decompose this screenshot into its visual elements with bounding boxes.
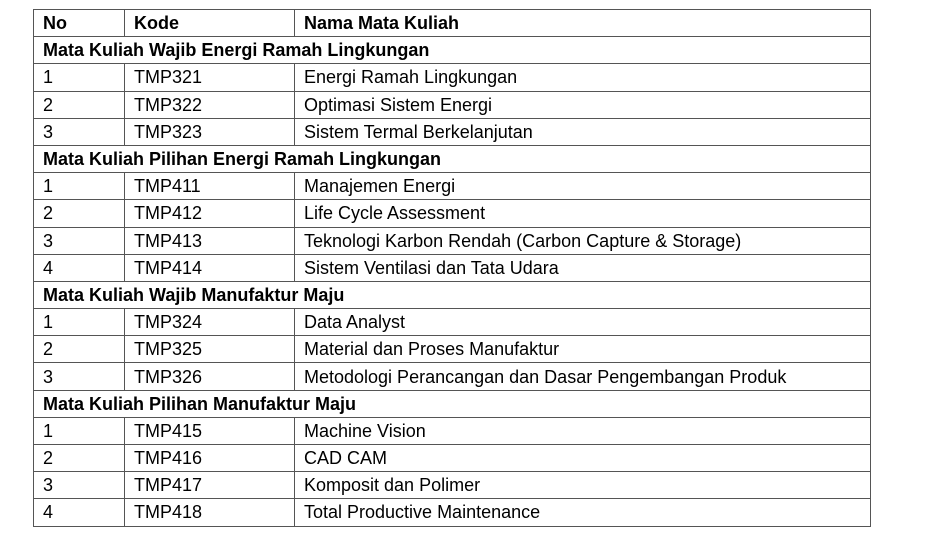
cell-kode: TMP412 bbox=[125, 200, 295, 227]
table-row bbox=[34, 227, 871, 254]
cell-no: 1 bbox=[34, 417, 125, 444]
table-row bbox=[34, 309, 871, 336]
cell-kode: TMP322 bbox=[125, 91, 295, 118]
cell-no: 1 bbox=[34, 309, 125, 336]
cell-nama: Teknologi Karbon Rendah (Carbon Capture & Storage) bbox=[295, 227, 871, 254]
cell-nama: Sistem Termal Berkelanjutan bbox=[295, 118, 871, 145]
table-row bbox=[34, 200, 871, 227]
table-row bbox=[34, 363, 871, 390]
cell-no: 1 bbox=[34, 173, 125, 200]
group-title: Mata Kuliah Pilihan Manufaktur Maju bbox=[34, 390, 871, 417]
cell-no: 3 bbox=[34, 227, 125, 254]
cell-no: 2 bbox=[34, 445, 125, 472]
cell-nama: Sistem Ventilasi dan Tata Udara bbox=[295, 254, 871, 281]
cell-kode: TMP411 bbox=[125, 173, 295, 200]
cell-nama: Energi Ramah Lingkungan bbox=[295, 64, 871, 91]
cell-nama: Optimasi Sistem Energi bbox=[295, 91, 871, 118]
cell-kode: TMP324 bbox=[125, 309, 295, 336]
table-row bbox=[34, 118, 871, 145]
cell-no: 3 bbox=[34, 118, 125, 145]
group-header-row bbox=[34, 390, 871, 417]
cell-nama: Manajemen Energi bbox=[295, 173, 871, 200]
table-row bbox=[34, 499, 871, 526]
cell-no: 1 bbox=[34, 64, 125, 91]
table-row bbox=[34, 336, 871, 363]
cell-kode: TMP417 bbox=[125, 472, 295, 499]
cell-no: 4 bbox=[34, 254, 125, 281]
table-row bbox=[34, 472, 871, 499]
cell-nama: Metodologi Perancangan dan Dasar Pengembangan Produk bbox=[295, 363, 871, 390]
cell-kode: TMP414 bbox=[125, 254, 295, 281]
table-row bbox=[34, 173, 871, 200]
cell-no: 2 bbox=[34, 336, 125, 363]
cell-nama: Material dan Proses Manufaktur bbox=[295, 336, 871, 363]
table-row bbox=[34, 91, 871, 118]
group-title: Mata Kuliah Wajib Manufaktur Maju bbox=[34, 281, 871, 308]
cell-kode: TMP323 bbox=[125, 118, 295, 145]
cell-kode: TMP413 bbox=[125, 227, 295, 254]
cell-kode: TMP321 bbox=[125, 64, 295, 91]
cell-no: 3 bbox=[34, 472, 125, 499]
cell-nama: CAD CAM bbox=[295, 445, 871, 472]
cell-nama: Life Cycle Assessment bbox=[295, 200, 871, 227]
cell-no: 2 bbox=[34, 91, 125, 118]
cell-nama: Komposit dan Polimer bbox=[295, 472, 871, 499]
table-header-row bbox=[34, 10, 871, 37]
cell-nama: Total Productive Maintenance bbox=[295, 499, 871, 526]
header-kode: Kode bbox=[125, 10, 295, 37]
cell-kode: TMP325 bbox=[125, 336, 295, 363]
group-header-row bbox=[34, 37, 871, 64]
table-row bbox=[34, 445, 871, 472]
cell-kode: TMP415 bbox=[125, 417, 295, 444]
table-row bbox=[34, 64, 871, 91]
group-title: Mata Kuliah Pilihan Energi Ramah Lingkungan bbox=[34, 145, 871, 172]
header-nama: Nama Mata Kuliah bbox=[295, 10, 871, 37]
group-header-row bbox=[34, 145, 871, 172]
cell-kode: TMP418 bbox=[125, 499, 295, 526]
cell-nama: Machine Vision bbox=[295, 417, 871, 444]
course-table bbox=[33, 9, 871, 527]
group-title: Mata Kuliah Wajib Energi Ramah Lingkungan bbox=[34, 37, 871, 64]
cell-no: 3 bbox=[34, 363, 125, 390]
cell-no: 2 bbox=[34, 200, 125, 227]
table-row bbox=[34, 417, 871, 444]
cell-kode: TMP416 bbox=[125, 445, 295, 472]
table-row bbox=[34, 254, 871, 281]
header-no: No bbox=[34, 10, 125, 37]
group-header-row bbox=[34, 281, 871, 308]
cell-nama: Data Analyst bbox=[295, 309, 871, 336]
cell-no: 4 bbox=[34, 499, 125, 526]
cell-kode: TMP326 bbox=[125, 363, 295, 390]
